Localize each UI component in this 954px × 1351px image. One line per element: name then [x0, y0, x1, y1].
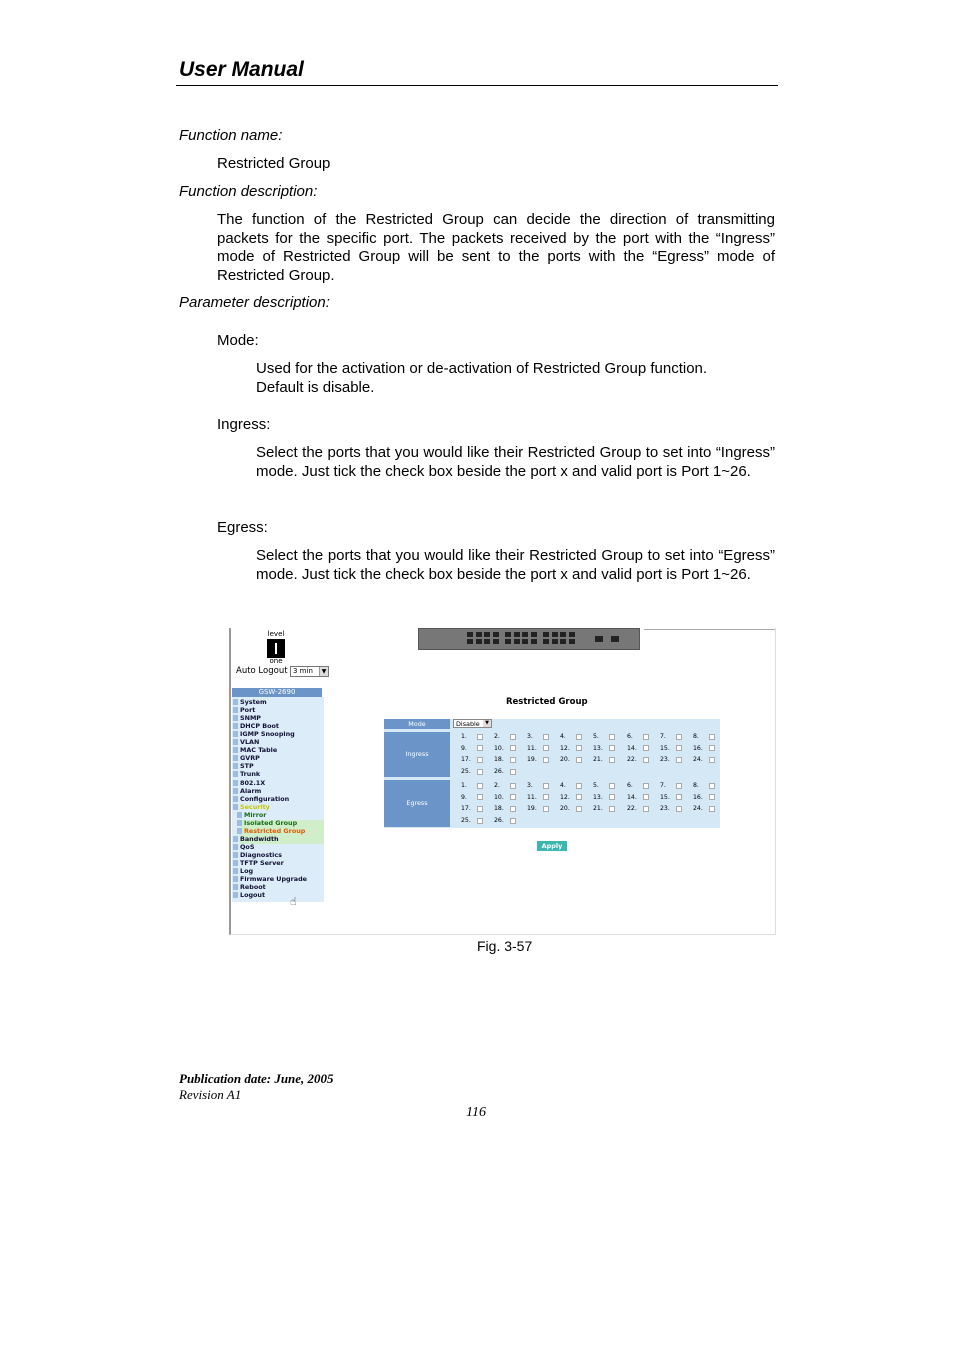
egress-port-checkbox[interactable] — [709, 794, 715, 800]
page-number: 116 — [466, 1105, 486, 1120]
switch-port-graphic — [552, 639, 558, 644]
egress-port-label: 5. — [593, 782, 599, 789]
switch-port-graphic — [505, 632, 511, 637]
egress-port-label: 11. — [527, 793, 537, 801]
egress-port-checkbox[interactable] — [576, 806, 582, 812]
ingress-port-checkbox[interactable] — [643, 745, 649, 751]
egress-port-checkbox[interactable] — [676, 806, 682, 812]
ingress-port-label: 6. — [627, 733, 633, 740]
ingress-port-label: 15. — [660, 744, 670, 752]
sidebar-item-mirror[interactable]: Mirror — [244, 810, 267, 819]
sidebar-item-restricted-group[interactable]: Restricted Group — [244, 826, 306, 835]
egress-port-label: 25. — [461, 817, 471, 825]
ingress-port-checkbox[interactable] — [510, 745, 516, 751]
ingress-port-label: 2. — [494, 733, 500, 740]
switch-port-graphic — [514, 639, 520, 644]
ingress-port-checkbox[interactable] — [543, 745, 549, 751]
ingress-port-label: 21. — [593, 756, 603, 764]
ingress-port-label: 16. — [693, 744, 703, 752]
egress-port-label: 8. — [693, 782, 699, 789]
switch-port-graphic — [560, 632, 566, 637]
egress-port-label: 17. — [461, 805, 471, 813]
ingress-port-checkbox[interactable] — [676, 734, 682, 740]
ingress-port-label: 25. — [461, 768, 471, 776]
ingress-port-checkbox[interactable] — [510, 757, 516, 763]
egress-port-label: 12. — [560, 793, 570, 801]
function-description-text: The function of the Restricted Group can decide the direction of transmitting packets for the specific port. The packets received by the port with the “Ingress” mode of Restricted Group will be sent to the ports with the “Egress” mode of Restricted Group. — [217, 211, 775, 284]
ingress-port-label: 13. — [593, 744, 603, 752]
sidebar-item-trunk[interactable]: Trunk — [240, 770, 261, 779]
revision: Revision A1 — [179, 1087, 242, 1102]
sidebar-item-tftp-server[interactable]: TFTP Server — [240, 859, 284, 867]
ingress-port-checkbox[interactable] — [576, 745, 582, 751]
sidebar-item-dhcp-boot[interactable]: DHCP Boot — [240, 722, 279, 731]
egress-port-label: 10. — [494, 793, 504, 801]
sidebar-item-igmp-snooping[interactable]: IGMP Snooping — [240, 730, 295, 739]
egress-port-checkbox[interactable] — [709, 806, 715, 812]
ingress-port-label: 19. — [527, 756, 537, 764]
ingress-port-checkbox[interactable] — [709, 734, 715, 740]
egress-port-label: 9. — [461, 793, 467, 801]
egress-port-checkbox[interactable] — [543, 783, 549, 789]
sidebar-item-vlan[interactable]: VLAN — [240, 738, 260, 747]
mode-select[interactable]: Disable ▼ — [453, 719, 492, 728]
sidebar-item-snmp[interactable]: SNMP — [240, 714, 261, 723]
ingress-port-label: 22. — [627, 756, 637, 764]
egress-port-checkbox[interactable] — [676, 783, 682, 789]
egress-port-checkbox[interactable] — [510, 783, 516, 789]
ingress-port-checkbox[interactable] — [609, 757, 615, 763]
switch-port-graphic — [476, 632, 482, 637]
egress-port-checkbox[interactable] — [477, 818, 483, 824]
egress-port-checkbox[interactable] — [576, 794, 582, 800]
ingress-port-label: 10. — [494, 744, 504, 752]
sidebar-item-alarm[interactable]: Alarm — [240, 786, 262, 795]
ingress-port-checkbox[interactable] — [609, 745, 615, 751]
switch-port-graphic — [522, 639, 528, 644]
function-name-value: Restricted Group — [217, 155, 331, 172]
egress-port-checkbox[interactable] — [643, 783, 649, 789]
sidebar-item-stp[interactable]: STP — [240, 762, 254, 771]
param-egress-text: Select the ports that you would like their Restricted Group to set into “Egress” mode. Just tick the check box beside the port x and valid port is Port 1~26. — [256, 547, 775, 583]
egress-port-label: 18. — [494, 805, 504, 813]
sidebar-item-gvrp[interactable]: GVRP — [240, 754, 260, 763]
ingress-port-label: 20. — [560, 756, 570, 764]
switch-port-graphic — [595, 636, 603, 642]
switch-port-graphic — [484, 639, 490, 644]
apply-button[interactable]: Apply — [537, 841, 567, 851]
egress-port-checkbox[interactable] — [676, 794, 682, 800]
egress-port-checkbox[interactable] — [510, 806, 516, 812]
sidebar-menu — [232, 697, 324, 908]
switch-port-graphic — [611, 636, 619, 642]
ingress-port-checkbox[interactable] — [510, 769, 516, 775]
switch-port-graphic — [514, 632, 520, 637]
egress-port-checkbox[interactable] — [510, 818, 516, 824]
param-egress-name: Egress: — [217, 519, 268, 536]
switch-panel-image — [418, 628, 640, 650]
egress-port-checkbox[interactable] — [477, 783, 483, 789]
restricted-group-screenshot — [229, 628, 776, 935]
egress-port-label: 7. — [660, 782, 666, 789]
chevron-down-icon: ▼ — [483, 720, 491, 727]
ingress-port-label: 9. — [461, 744, 467, 752]
egress-port-label: 15. — [660, 793, 670, 801]
switch-port-graphic — [531, 632, 537, 637]
parameter-description-label: Parameter description: — [179, 294, 330, 311]
sidebar-item-logout[interactable]: Logout — [240, 891, 266, 900]
switch-port-graphic — [484, 632, 490, 637]
ingress-port-checkbox[interactable] — [477, 745, 483, 751]
egress-port-checkbox[interactable] — [477, 806, 483, 812]
ingress-port-checkbox[interactable] — [576, 757, 582, 763]
ingress-port-checkbox[interactable] — [477, 734, 483, 740]
param-ingress-text: Select the ports that you would like their Restricted Group to set into “Ingress” mode. Just tick the check box beside the port x and valid port is Port 1~26. — [256, 444, 775, 480]
ingress-port-checkbox[interactable] — [676, 745, 682, 751]
ingress-port-checkbox[interactable] — [709, 757, 715, 763]
ingress-port-checkbox[interactable] — [543, 757, 549, 763]
ingress-port-checkbox[interactable] — [543, 734, 549, 740]
publication-date: Publication date: June, 2005 — [179, 1071, 334, 1086]
param-mode-text: Used for the activation or de-activation of Restricted Group function. Default is disable. — [256, 360, 708, 396]
egress-port-label: 2. — [494, 782, 500, 789]
switch-port-graphic — [476, 639, 482, 644]
param-ingress-name: Ingress: — [217, 416, 271, 433]
egress-port-checkbox[interactable] — [709, 783, 715, 789]
ingress-port-label: 26. — [494, 768, 504, 776]
sidebar-item-isolated-group[interactable]: Isolated Group — [244, 818, 298, 827]
egress-port-label: 23. — [660, 805, 670, 813]
switch-port-graphic — [467, 639, 473, 644]
egress-label: Egress — [384, 780, 450, 827]
ingress-port-label: 3. — [527, 733, 533, 740]
auto-logout-select[interactable]: 3 min ▼ — [290, 666, 329, 677]
sidebar-item-security[interactable]: Security — [240, 802, 270, 811]
ingress-port-label: 4. — [560, 733, 566, 740]
switch-port-graphic — [560, 639, 566, 644]
egress-port-checkbox[interactable] — [609, 783, 615, 789]
manual-title: User Manual — [179, 58, 304, 81]
egress-port-label: 26. — [494, 817, 504, 825]
egress-port-label: 19. — [527, 805, 537, 813]
ingress-port-label: 14. — [627, 744, 637, 752]
auto-logout-label: Auto Logout — [236, 666, 288, 676]
sidebar-item-configuration[interactable]: Configuration — [240, 794, 290, 803]
egress-port-label: 14. — [627, 793, 637, 801]
egress-port-label: 1. — [461, 782, 467, 789]
param-mode-name: Mode: — [217, 332, 259, 349]
ingress-port-checkbox[interactable] — [477, 757, 483, 763]
egress-port-label: 22. — [627, 805, 637, 813]
switch-port-graphic — [493, 632, 499, 637]
ingress-port-label: 5. — [593, 733, 599, 740]
frame-divider — [644, 629, 776, 630]
ingress-port-label: 24. — [693, 756, 703, 764]
ingress-port-label: 7. — [660, 733, 666, 740]
egress-port-checkbox[interactable] — [543, 794, 549, 800]
ingress-port-label: 11. — [527, 744, 537, 752]
egress-port-label: 24. — [693, 805, 703, 813]
sidebar-item-reboot[interactable]: Reboot — [240, 883, 266, 892]
sidebar-item-802-1x[interactable]: 802.1X — [240, 778, 266, 787]
switch-port-graphic — [522, 632, 528, 637]
ingress-port-checkbox[interactable] — [510, 734, 516, 740]
sidebar-item-log[interactable]: Log — [240, 867, 254, 876]
sidebar-item-port[interactable]: Port — [240, 706, 256, 715]
header-rule — [176, 85, 778, 86]
ingress-port-checkbox[interactable] — [709, 745, 715, 751]
chevron-down-icon: ▼ — [319, 667, 328, 676]
function-name-label: Function name: — [179, 127, 283, 144]
figure-caption: Fig. 3-57 — [477, 938, 533, 954]
menu-header: GSW-2690 — [232, 688, 322, 697]
egress-port-checkbox[interactable] — [543, 806, 549, 812]
ingress-port-label: 12. — [560, 744, 570, 752]
mode-label: Mode — [384, 719, 450, 729]
sidebar-item-qos[interactable]: QoS — [240, 842, 255, 851]
ingress-port-label: 18. — [494, 756, 504, 764]
egress-port-label: 6. — [627, 782, 633, 789]
egress-port-checkbox[interactable] — [609, 806, 615, 812]
switch-port-graphic — [543, 639, 549, 644]
switch-port-graphic — [467, 632, 473, 637]
sidebar-item-firmware-upgrade[interactable]: Firmware Upgrade — [240, 875, 308, 884]
sidebar-item-diagnostics[interactable]: Diagnostics — [240, 850, 282, 859]
switch-port-graphic — [543, 632, 549, 637]
ingress-port-label: 17. — [461, 756, 471, 764]
ingress-port-label: 8. — [693, 733, 699, 740]
ingress-port-checkbox[interactable] — [609, 734, 615, 740]
ingress-port-checkbox[interactable] — [576, 734, 582, 740]
egress-port-label: 21. — [593, 805, 603, 813]
egress-port-checkbox[interactable] — [477, 794, 483, 800]
egress-port-checkbox[interactable] — [609, 794, 615, 800]
switch-port-graphic — [569, 639, 575, 644]
hand-cursor-icon: ☝ — [290, 895, 297, 908]
egress-port-label: 16. — [693, 793, 703, 801]
switch-port-graphic — [552, 632, 558, 637]
page-title: Restricted Group — [506, 697, 588, 707]
ingress-port-checkbox[interactable] — [643, 734, 649, 740]
egress-port-label: 4. — [560, 782, 566, 789]
egress-port-checkbox[interactable] — [643, 794, 649, 800]
egress-port-checkbox[interactable] — [576, 783, 582, 789]
egress-port-checkbox[interactable] — [510, 794, 516, 800]
ingress-port-checkbox[interactable] — [643, 757, 649, 763]
sidebar-item-bandwidth[interactable]: Bandwidth — [240, 834, 279, 843]
ingress-port-label: 23. — [660, 756, 670, 764]
sidebar-item-mac-table[interactable]: MAC Table — [240, 746, 278, 755]
egress-port-label: 13. — [593, 793, 603, 801]
ingress-port-checkbox[interactable] — [676, 757, 682, 763]
egress-port-label: 3. — [527, 782, 533, 789]
function-description-label: Function description: — [179, 183, 318, 200]
egress-port-label: 20. — [560, 805, 570, 813]
levelone-logo: level one — [267, 630, 285, 665]
ingress-label: Ingress — [384, 732, 450, 777]
egress-port-checkbox[interactable] — [643, 806, 649, 812]
restricted-group-table — [384, 719, 720, 828]
switch-port-graphic — [531, 639, 537, 644]
switch-port-graphic — [569, 632, 575, 637]
switch-port-graphic — [505, 639, 511, 644]
ingress-port-checkbox[interactable] — [477, 769, 483, 775]
ingress-port-label: 1. — [461, 733, 467, 740]
sidebar-item-system[interactable]: System — [240, 698, 267, 706]
switch-port-graphic — [493, 639, 499, 644]
